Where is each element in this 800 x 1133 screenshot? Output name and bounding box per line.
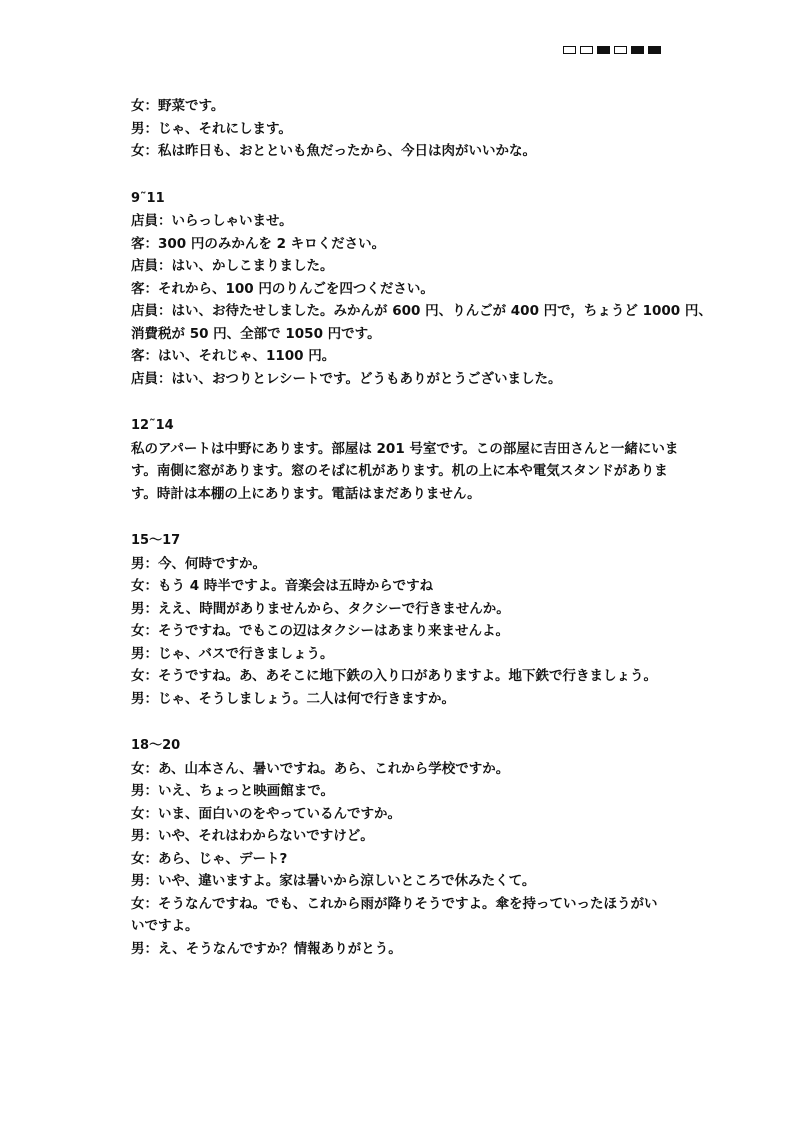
section-18-20 <box>131 735 676 960</box>
dialogue-line: 男：今、何時ですか。 <box>131 555 266 572</box>
dialogue-line: 客：それから、100 円のりんごを四つください。 <box>131 280 434 297</box>
corner-mark-empty <box>580 46 593 54</box>
corner-mark-filled <box>631 46 644 54</box>
dialogue-line: 店員：はい、お待たせしました。みかんが 600 円、りんごが 400 円で，ちょうど 1000 円、 <box>131 303 712 319</box>
section-15-17 <box>131 530 676 710</box>
dialogue-line: 客：はい、それじゃ、1100 円。 <box>131 348 336 364</box>
narrative-paragraph: 私のアパートは中野にあります。部屋は 201 号室です。この部屋に吉田さんと一緒にいます。南側に窓があります。窓のそばに机があります。机の上に本や電気スタンドがあります。時計は本棚の上にあります。電話はまだありません。 <box>131 440 679 502</box>
document-body <box>131 95 712 985</box>
dialogue-line: 女：いま、面白いのをやっているんですか。 <box>131 805 401 822</box>
dialogue-line: 男：ええ、時間がありませんから、タクシーで行きませんか。 <box>131 600 510 617</box>
section-intro-dialogue <box>131 95 676 163</box>
dialogue-line: 男：いや、それはわからないですけど。 <box>131 828 374 844</box>
dialogue-line: 女：そうですね。でもこの辺はタクシーはあまり来ませんよ。 <box>131 623 509 639</box>
dialogue-line: 女：もう 4 時半ですよ。音楽会は五時からですね <box>131 578 434 594</box>
section-heading: 15～17 <box>131 533 181 548</box>
corner-mark-empty <box>563 46 576 54</box>
section-heading: 12˜14 <box>131 418 174 433</box>
dialogue-line: 男：いや、違いますよ。家は暑いから涼しいところで休みたくて。 <box>131 873 536 889</box>
page-corner-marks <box>563 46 661 54</box>
dialogue-line: いですよ。 <box>131 918 199 934</box>
dialogue-line: 女：野菜です。 <box>131 98 225 114</box>
section-heading: 18～20 <box>131 738 181 753</box>
dialogue-line: 男：じゃ、バスで行きましょう。 <box>131 645 334 662</box>
dialogue-line: 男：え、そうなんですか？情報ありがとう。 <box>131 940 402 957</box>
dialogue-line: 女：あら、じゃ、デート? <box>131 850 288 867</box>
dialogue-line: 女：私は昨日も、おとといも魚だったから、今日は肉がいいかな。 <box>131 143 536 159</box>
corner-mark-filled <box>648 46 661 54</box>
dialogue-line: 消費税が 50 円、全部で 1050 円です。 <box>131 325 381 342</box>
dialogue-line: 女：あ、山本さん、暑いですね。あら、これから学校ですか。 <box>131 760 510 777</box>
section-heading: 9˜11 <box>131 190 165 206</box>
dialogue-line: 男：じゃ、それにします。 <box>131 120 292 137</box>
dialogue-line: 男：じゃ、そうしましょう。二人は何で行きますか。 <box>131 690 455 707</box>
dialogue-line: 女：そうなんですね。でも、これから雨が降りそうですよ。傘を持っていったほうがい <box>131 895 658 912</box>
corner-mark-filled <box>597 46 610 54</box>
corner-mark-empty <box>614 46 627 54</box>
dialogue-line: 男：いえ、ちょっと映画館まで。 <box>131 783 335 799</box>
section-9-11 <box>131 188 712 391</box>
dialogue-line: 店員：はい、かしこまりました。 <box>131 258 334 274</box>
dialogue-line: 客：300 円のみかんを 2 キロください。 <box>131 235 386 252</box>
section-12-14 <box>131 415 679 505</box>
dialogue-line: 店員：いらっしゃいませ。 <box>131 213 293 229</box>
dialogue-line: 店員：はい、おつりとレシートです。どうもありがとうございました。 <box>131 370 562 387</box>
dialogue-line: 女：そうですね。あ、あそこに地下鉄の入り口がありますよ。地下鉄で行きましょう。 <box>131 668 657 684</box>
